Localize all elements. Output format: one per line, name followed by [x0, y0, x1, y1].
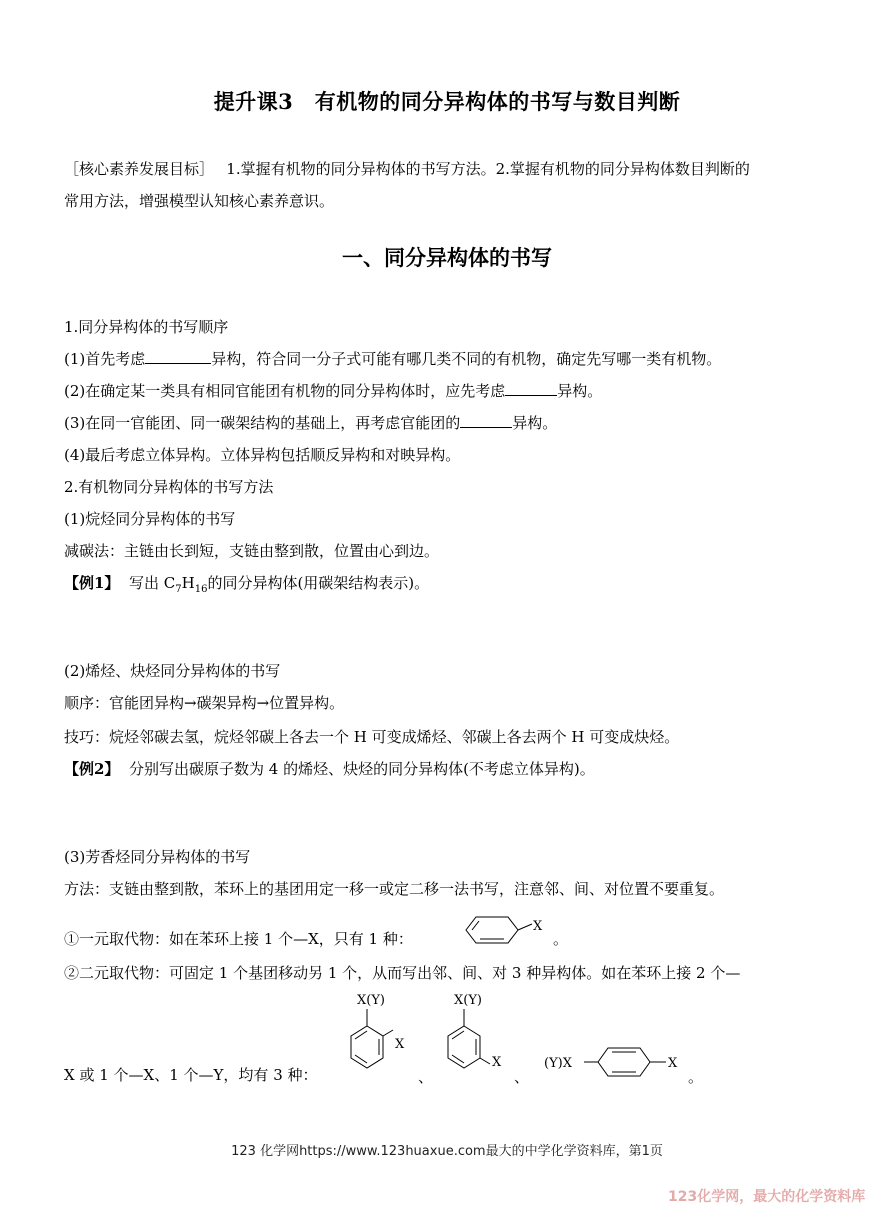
separator-2: 、 [514, 1068, 530, 1086]
example-1-label: 【例1】 [64, 574, 120, 592]
ortho-structure [335, 990, 415, 1090]
meta-x-label: X [492, 1055, 502, 1070]
watermark: 123化学网，最大的化学资料库 [668, 1189, 866, 1205]
example-2: 【例2】 分别写出碳原子数为 4 的烯烃、炔烃的同分异构体(不考虑立体异构)。 [64, 760, 595, 778]
di-substituted-line-1: ②二元取代物：可固定 1 个基团移动另 1 个，从而写出邻、间、对 3 种异构体。如在苯环上接 2 个— [64, 964, 741, 982]
methods-heading: 2.有机物同分异构体的书写方法 [64, 478, 274, 496]
para-structure [540, 1040, 690, 1085]
fill-blank-1 [145, 349, 211, 364]
example-1: 【例1】 写出 $C_7H_{16}$的同分异构体(用碳架结构表示)。 [64, 574, 430, 595]
mono-substituted: ①一元取代物：如在苯环上接 1 个—X，只有 1 种： [64, 930, 413, 948]
order-heading: 1.同分异构体的书写顺序 [64, 318, 229, 336]
page-footer: 123 化学网https://www.123huaxue.com最大的中学化学资料库，第1页 [231, 1144, 663, 1159]
example-2-label: 【例2】 [64, 760, 120, 778]
aromatic-method: 方法：支链由整到散，苯环上的基团用定一移一或定二移一法书写，注意邻、间、对位置不要重复。 [64, 880, 725, 898]
alkene-tip: 技巧：烷烃邻碳去氢，烷烃邻碳上各去一个 H 可变成烯烃、邻碳上各去两个 H 可变成炔烃。 [64, 728, 680, 746]
fill-blank-2 [505, 381, 557, 396]
mono-end: 。 [553, 930, 569, 948]
aromatic-heading: (3)芳香烃同分异构体的书写 [64, 848, 251, 866]
page-title: 提升课3 有机物的同分异构体的书写与数目判断 [213, 89, 681, 114]
separator-1: 、 [418, 1068, 434, 1086]
substituent-x-label: X [533, 919, 543, 934]
meta-xy-label: X(Y) [454, 993, 482, 1008]
alkane-heading: (1)烷烃同分异构体的书写 [64, 510, 236, 528]
order-p1: (1)首先考虑 异构，符合同一分子式可能有哪几类不同的有机物，确定先写哪一类有机物。 [64, 350, 722, 368]
benzene-x-structure [460, 910, 560, 950]
alkene-heading: (2)烯烃、炔烃同分异构体的书写 [64, 662, 281, 680]
ortho-x-label: X [395, 1037, 405, 1052]
order-p2: (2)在确定某一类具有相同官能团有机物的同分异构体时，应先考虑 异构。 [64, 382, 603, 400]
objectives-line-2: 常用方法，增强模型认知核心素养意识。 [64, 192, 335, 210]
structures-end: 。 [688, 1068, 704, 1086]
para-yx-label: (Y)X [544, 1056, 572, 1071]
objectives-line-1: ［核心素养发展目标］ 1.掌握有机物的同分异构体的书写方法。2.掌握有机物的同分异构体数目判断的 [64, 160, 750, 178]
fill-blank-3 [460, 413, 512, 428]
alkane-method: 减碳法：主链由长到短，支链由整到散，位置由心到边。 [64, 542, 440, 560]
para-x-label: X [668, 1056, 678, 1071]
ortho-xy-label: X(Y) [357, 993, 385, 1008]
di-substituted-line-2: X 或 1 个—X、1 个—Y，均有 3 种： [64, 1066, 318, 1084]
meta-structure [428, 990, 518, 1090]
alkene-order: 顺序：官能团异构→碳架异构→位置异构。 [64, 694, 345, 712]
section-1-title: 一、同分异构体的书写 [342, 245, 552, 270]
order-p3: (3)在同一官能团、同一碳架结构的基础上，再考虑官能团的 异构。 [64, 414, 558, 432]
order-p4: (4)最后考虑立体异构。立体异构包括顺反异构和对映异构。 [64, 446, 461, 464]
